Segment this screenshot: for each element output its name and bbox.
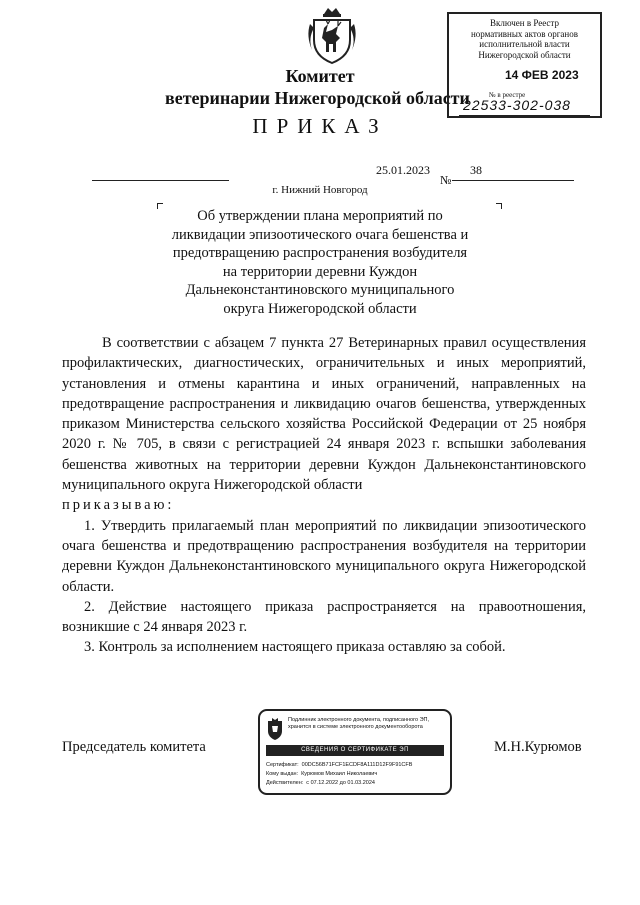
order-body xyxy=(62,333,586,658)
e-signature-details xyxy=(266,761,448,788)
signer-name: М.Н.Курюмов xyxy=(494,739,582,755)
order-word: приказываю: xyxy=(62,497,175,514)
valid-value: с 07.12.2022 до 01.03.2024 xyxy=(306,780,375,786)
doc-type-title: ПРИКАЗ xyxy=(252,114,388,138)
order-date: 25.01.2023 xyxy=(376,163,430,177)
subject-line: на территории деревни Куждон xyxy=(222,263,418,280)
subject-line: предотвращению распространения возбудителя xyxy=(172,245,468,262)
cert-label: Сертификат: xyxy=(266,762,299,768)
stamp-underline xyxy=(459,115,590,116)
cert-value: 00DC56B71FCF1ECDF8A111D12F9F91CFB xyxy=(301,762,413,768)
stamp-reg-number: 22533-302-038 xyxy=(463,97,571,113)
number-line xyxy=(452,180,574,181)
signer-role: Председатель комитета xyxy=(62,739,206,755)
subject-line: Об утверждении плана мероприятий по xyxy=(197,208,443,224)
cert-row xyxy=(266,761,448,770)
e-signature-badge xyxy=(258,709,452,795)
coat-of-arms-small-icon xyxy=(266,717,284,741)
order-subject xyxy=(130,207,510,319)
order-item-3: 3. Контроль за исполнением настоящего приказа оставляю за собой. xyxy=(84,639,506,656)
e-signature-header-line: хранится в системе электронного документооборота xyxy=(288,724,423,730)
stamp-line: нормативных актов органов xyxy=(470,28,578,39)
stamp-date: 14 ФЕВ 2023 xyxy=(505,68,579,82)
stamp-line: Нижегородской области xyxy=(478,49,571,60)
issued-value: Курюмов Михаил Николаевич xyxy=(301,771,378,777)
valid-label: Действителен: xyxy=(266,780,304,786)
stamp-line: исполнительной власти xyxy=(479,39,570,49)
e-signature-bar: СВЕДЕНИЯ О СЕРТИФИКАТЕ ЭП xyxy=(266,745,444,756)
date-line xyxy=(92,180,229,181)
issued-row xyxy=(266,770,448,779)
order-item-2: 2. Действие настоящего приказа распространяется на правоотношения, возникшие с 24 января 2023 г. xyxy=(62,598,586,636)
stamp-reg-label: № в реестре xyxy=(489,91,526,99)
valid-row xyxy=(266,779,448,788)
preamble-paragraph: В соответствии с абзацем 7 пункта 27 Ветеринарных правил осуществления профилактических, диагностических, ограничительных и иных мероприятий, установления и отмены карантина и иных ограничений, направленных на предотвращение распространения и ликвидацию очагов бешенства, утвержденных приказом Министерства сельского хозяйства Российской Федерации от 25 ноября 2020 г. № 705, в связи с регистрацией 24 января 2023 г. вспышки заболевания бешенства животных на территории деревни Куждон Дальнеконстантиновского муниципального округа Нижегородской области xyxy=(62,335,586,494)
stamp-line: Включен в Реестр xyxy=(490,18,559,28)
order-item-1: 1. Утвердить прилагаемый план мероприятий по ликвидации эпизоотического очага бешенства и предотвращению распространения возбудителя на территории деревни Куждон Дальнеконстантиновского муниципального округа Нижегородской области. xyxy=(62,517,586,595)
issued-label: Кому выдан: xyxy=(266,771,299,777)
subject-line: ликвидации эпизоотического очага бешенства и xyxy=(171,226,469,243)
number-sign: № xyxy=(440,173,452,187)
org-name-line1: Комитет xyxy=(285,66,355,86)
order-number: 38 xyxy=(470,163,482,177)
e-signature-header-line: Подлинник электронного документа, подписанного ЭП, xyxy=(288,717,430,723)
org-name-line2: ветеринарии Нижегородской области xyxy=(165,88,470,108)
subject-line: Дальнеконстантиновского муниципального xyxy=(185,282,455,299)
subject-line: округа Нижегородской области xyxy=(223,300,417,317)
city: г. Нижний Новгород xyxy=(272,184,368,196)
registry-stamp xyxy=(447,12,602,118)
coat-of-arms-deer-icon xyxy=(302,6,362,66)
e-signature-header xyxy=(288,717,448,731)
